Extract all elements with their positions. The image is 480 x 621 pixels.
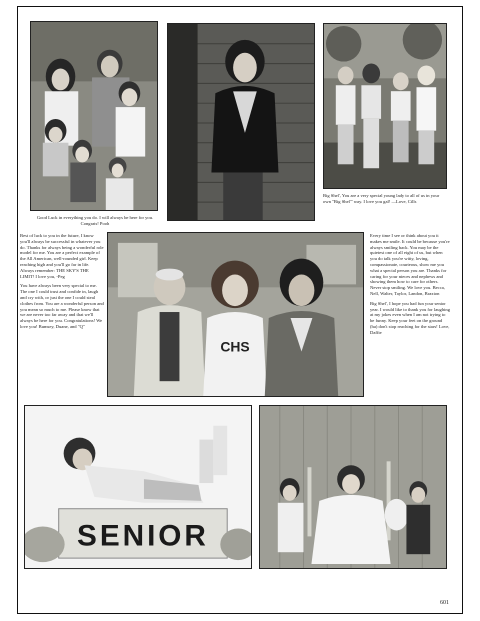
caption-becca: Every time I see or think about you it makes me smile. It could be because you're always smiling back. You may be the quietest one of all eight of us, but when you do talk you're witty, loving, compassionate, courteous, show me you what a special person you are. Thanks for caring for your nieces and nephews and showing them how to care for others. Never stop smiling. We love you. Becca, Nell, Walter, Taylor, Landon, Braxton — [370, 233, 450, 296]
caption-kids-photo: Big Shel', You are a very special young lady to all of us in your own "Big Shel'" way. I love you gal! —Love, Cills — [323, 193, 440, 204]
caption-left-column — [20, 233, 104, 334]
caption-bumsey: You have always been very special to me. The one I could trust and confide in, laugh and cry with, or just the one I could steal clothes from. You are a wonderful person and you mean so much to me. Please know that we are never too far away and that we'll always be here for you. Congratulations! We love you! Bumsey, Duane, and "Q" — [20, 283, 104, 329]
cheerleader-parents-photo — [107, 232, 364, 397]
yearbook-page — [17, 6, 463, 614]
page-number: 601 — [440, 600, 449, 606]
kids-trophy-photo — [259, 405, 447, 569]
family-photo — [30, 21, 158, 211]
caption-family-photo: Good Luck in everything you do. I will always be here for you. Congrats! Pooh — [36, 215, 154, 226]
caption-peg: Best of luck to you in the future, I know you'll always be successful in whatever you do. Thanks for always being a wonderful role model for me. You are a perfect example of the All American, well-rounded girl. Keep reaching high and you'll go far in life. Always remember: THE SKY'S THE LIMIT! I love you, -Peg — [20, 233, 104, 279]
shirt-letters: CHS — [220, 338, 250, 355]
leather-jacket-photo — [167, 23, 315, 221]
senior-sign-photo — [24, 405, 252, 569]
senior-sign-text: SENIOR — [77, 519, 209, 553]
caption-daffie: Big Shel', I hope you had fun your senior year. I would like to thank you for laughing at my jokes even when I am not trying to be funny. Keep your feet on the ground (ha) don't stop reaching for the stars! Love, Daffie — [370, 300, 450, 335]
caption-right-column — [370, 233, 450, 340]
kids-outdoors-photo — [323, 23, 447, 189]
